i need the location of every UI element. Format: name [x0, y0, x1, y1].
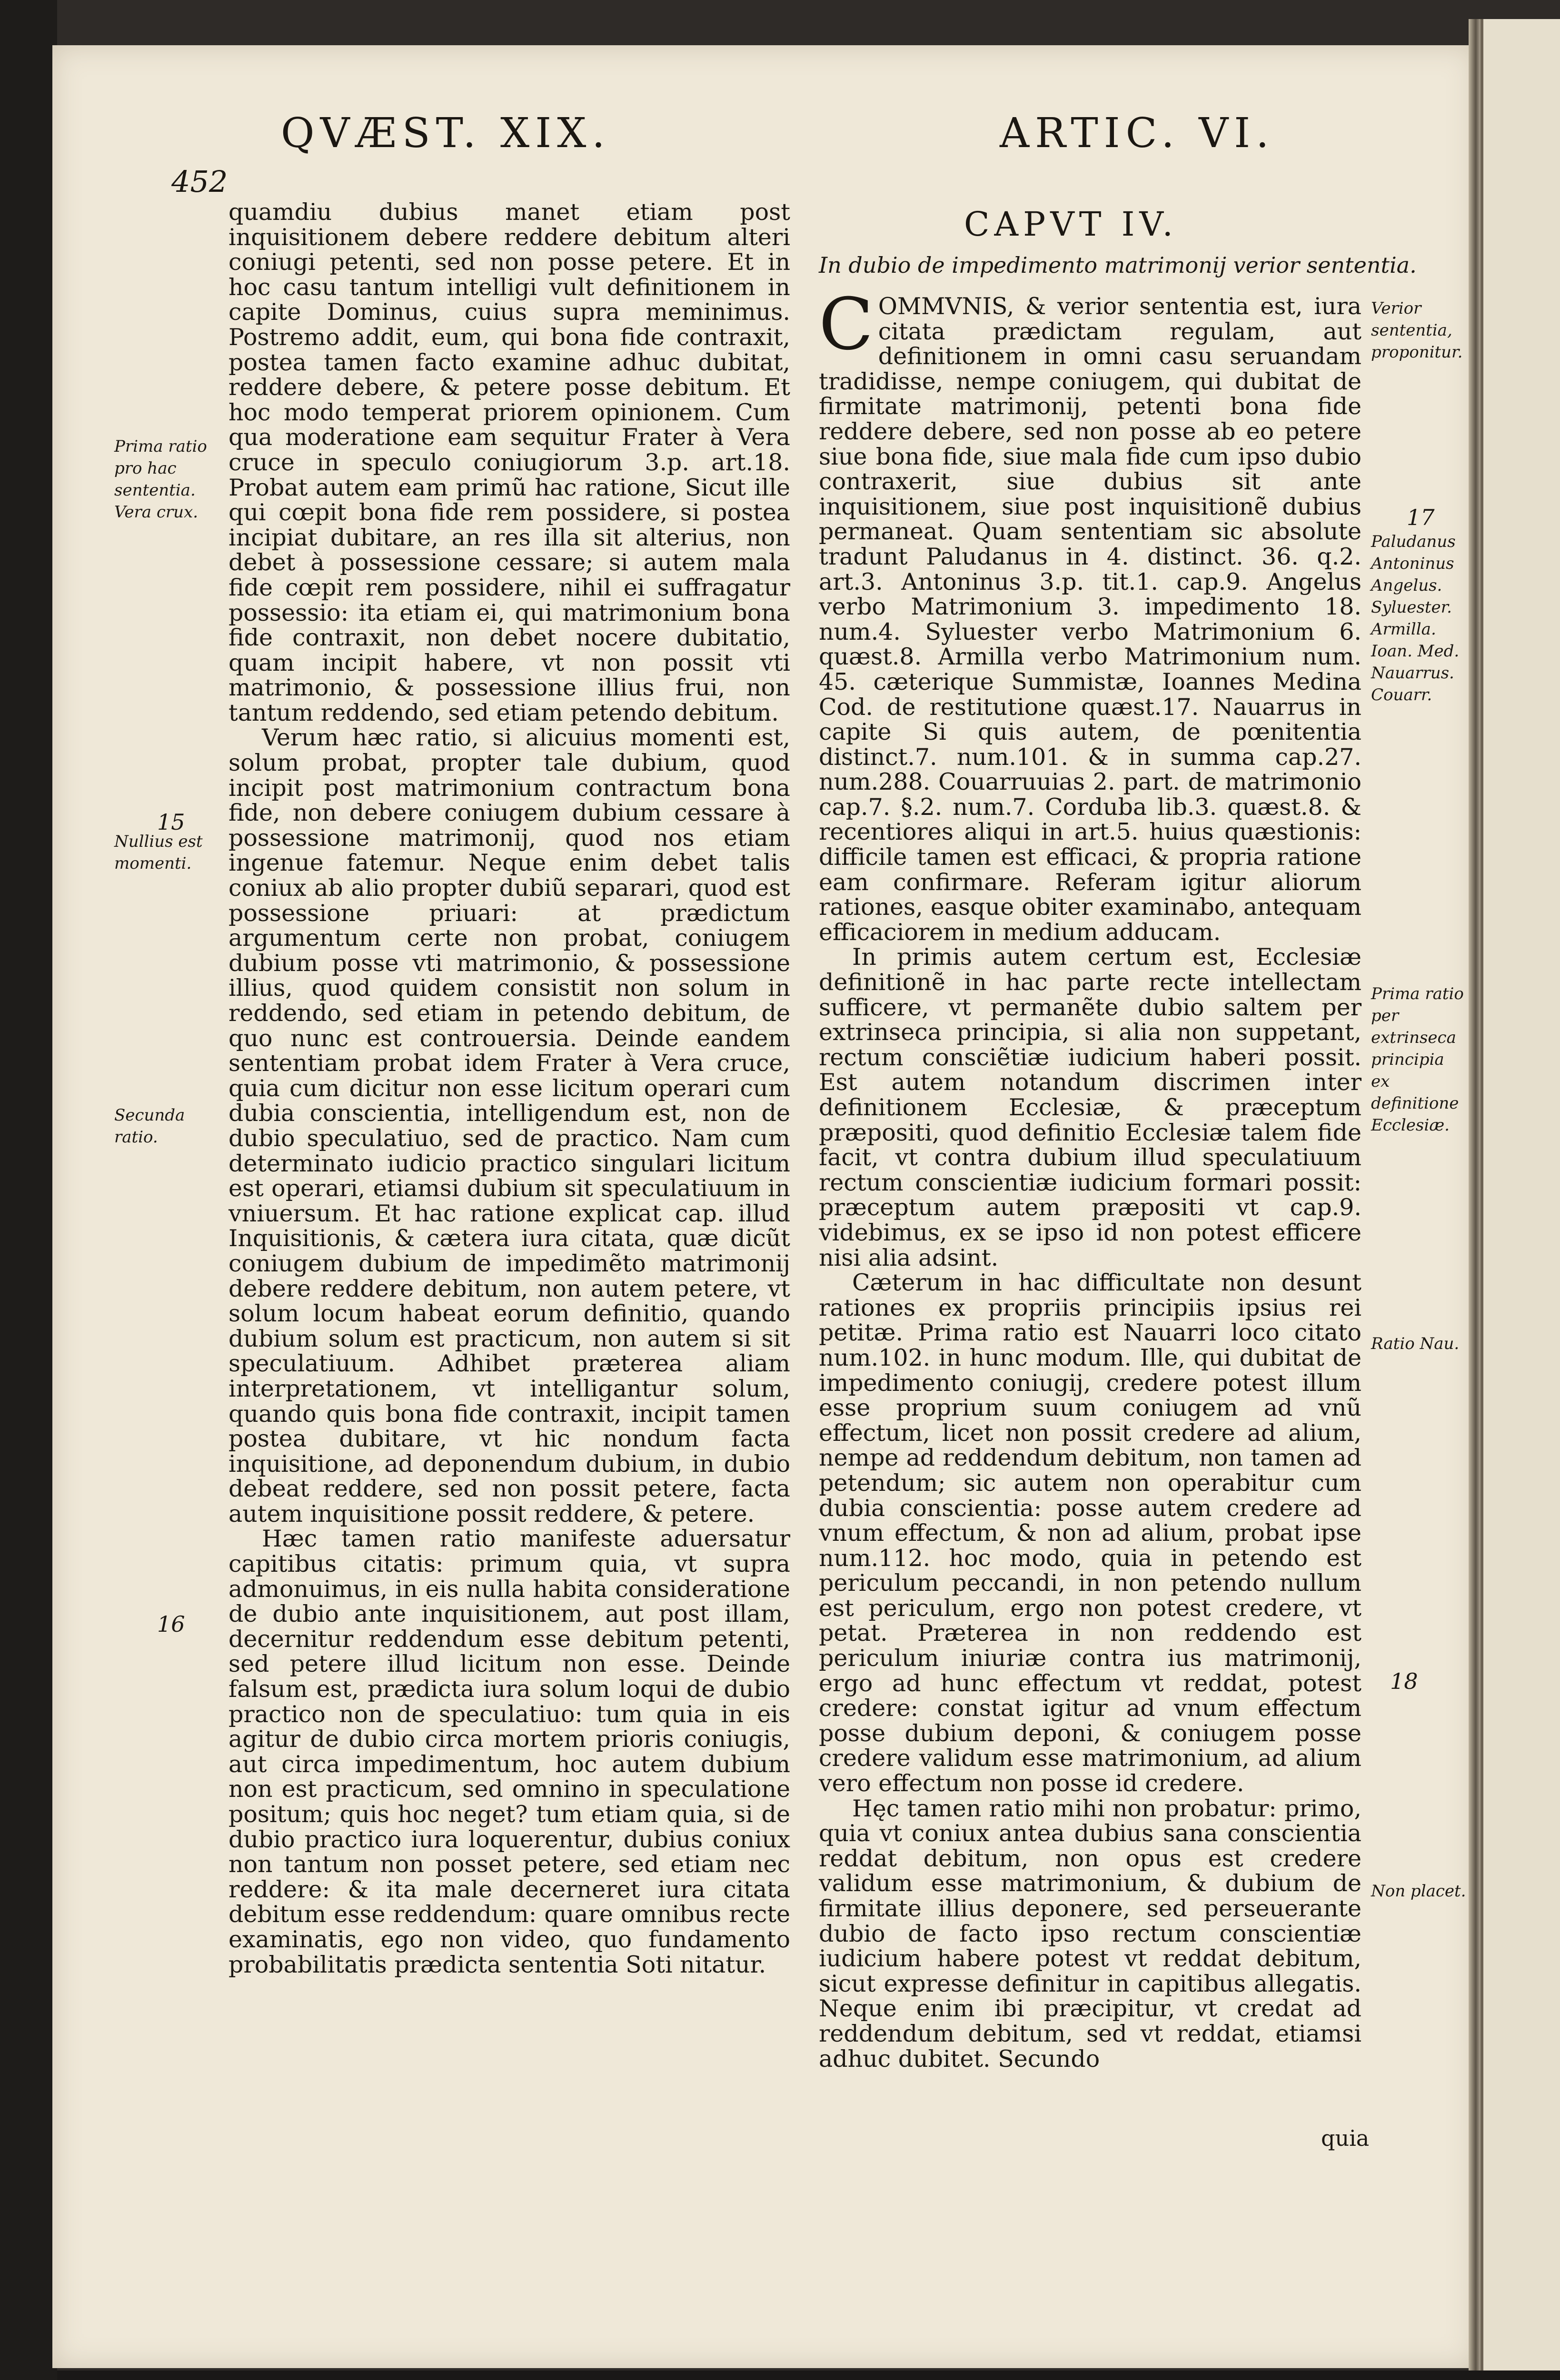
left-text-column	[229, 200, 790, 1977]
paragraph: quamdiu dubius manet etiam post inquisitionem debere reddere debitum alteri coniugi petenti, sed non posse petere. Et in hoc casu tantum intelligi vult definitionem in capite Dominus, cuius supra meminimus. Postremo addit, eum, qui bona fide contraxit, postea tamen facto examine adhuc dubitat, reddere debere, & petere posse debitum. Et hoc modo temperat priorem opinionem. Cum qua moderatione eam sequitur Frater à Vera cruce in speculo coniugiorum 3.p. art.18. Probat autem eam primũ hac ratione, Sicut ille qui cœpit bona fide rem possidere, si postea incipiat dubitare, an res illa sit alterius, non debet à possessione cessare; si autem mala fide cœpit rem possidere, nihil ei suffragatur possessio: ita etiam ei, qui matrimonium bona fide contraxit, non debet nocere dubitatio, quam incipit habere, vt non possit vti matrimonio, & possessione illius frui, non tantum reddendo, sed etiam petendo debitum.	[229, 198, 790, 726]
catchword: quia	[1321, 2125, 1370, 2151]
paragraph: Hęc tamen ratio mihi non probatur: primo, quia vt coniux antea dubius sana conscientia reddat debitum, non opus est credere validum esse matrimonium, & dubium de firmitate illius deponere, sed perseuerante dubio de facto ipso rectum conscientiæ iudicium habere potest vt reddat debitum, sicut expresse definitur in capitibus allegatis. Neque enim ibi præcipitur, vt credat ad reddendum debitum, sed vt reddat, etiamsi adhuc dubitet. Secundo	[819, 1795, 1361, 2073]
chapter-title: CAPVT IV.	[964, 205, 1178, 244]
chapter-subtitle: In dubio de impedimento matrimonij verior sententia.	[819, 252, 1417, 278]
margin-note: Secunda ratio.	[114, 1106, 185, 1147]
margin-number: 16	[157, 1611, 185, 1637]
margin-number: 17	[1407, 505, 1435, 530]
margin-note: Non placet.	[1371, 1882, 1466, 1901]
background-strip	[57, 2370, 1560, 2380]
margin-note: Prima ratio per extrinseca principia ex definitione Ecclesiæ.	[1371, 984, 1464, 1135]
margin-number: 18	[1390, 1668, 1418, 1694]
book-shadow-left	[0, 0, 57, 2380]
margin-note: Verior sententia, proponitur.	[1371, 299, 1463, 362]
paragraph-first: COMMVNIS, & verior sententia est, iura citata prædictam regulam, aut definitionem in omni casu seruandam tradidisse, nempe coniugem, qui dubitat de firmitate matrimonij, petenti bona fide reddere debere, sed non posse ab eo petere siue bona fide, siue mala fide cum ipso dubio contraxerit, siue dubius sit ante inquisitionem, siue post inquisitionẽ dubius permaneat. Quam sententiam sic absolute tradunt Paludanus in 4. distinct. 36. q.2. art.3. Antoninus 3.p. tit.1. cap.9. Angelus verbo Matrimonium 3. impedimento 18. num.4. Syluester verbo Matrimonium 6. quæst.8. Armilla verbo Matrimonium num. 45. cæterique Summistæ, Ioannes Medina Cod. de restitutione quæst.17. Nauarrus in capite Si quis autem, de pœnitentia distinct.7. num.101. & in summa cap.27. num.288. Couarruuias 2. part. de matrimonio cap.7. §.2. num.7. Corduba lib.3. quæst.8. & recentiores aliqui in art.5. huius quæstionis: difficile tamen est efficaci, & propria ratione eam confirmare. Referam igitur aliorum rationes, easque obiter examinabo, antequam efficaciorem in medium adducam.	[819, 283, 1361, 946]
paragraph: In primis autem certum est, Ecclesiæ definitionẽ in hac parte recte intellectam sufficere, vt permanẽte dubio saltem per extrinseca principia, si alia non suppetant, rectum consciẽtiæ iudicium haberi possit. Est autem notandum discrimen inter definitionem Ecclesiæ, & præceptum præpositi, quod definitio Ecclesiæ talem fide facit, vt contra dubium illud speculatiuum rectum conscientiæ iudicium formari possit: præceptum autem præpositi vt cap.9. videbimus, ex se ipso id non potest efficere nisi alia adsint.	[819, 943, 1361, 1271]
margin-note: Paludanus Antoninus Angelus. Syluester. Armilla. Ioan. Med. Nauarrus. Couarr.	[1371, 532, 1460, 704]
right-text-column	[819, 283, 1361, 2073]
margin-note: Nullius est momenti.	[114, 832, 203, 873]
page-number: 452	[171, 164, 228, 199]
facing-page-edge	[1481, 19, 1560, 2380]
margin-note: Ratio Nau.	[1371, 1334, 1460, 1353]
margin-note: Prima ratio pro hac sententia. Vera crux.	[114, 437, 207, 522]
drop-capital: C	[819, 283, 874, 366]
paragraph: Verum hæc ratio, si alicuius momenti est, solum probat, propter tale dubium, quod incipit post matrimonium contractum bona fide, non debere coniugem dubium cessare à possessione matrimonij, quod nos etiam ingenue fatemur. Neque enim debet talis coniux ab alio propter dubiũ separari, quod est possessione priuari: at prædictum argumentum certe non probat, coniugem dubium posse vti matrimonio, & possessione illius, quod quidem consistit non solum in reddendo, sed etiam in petendo debitum, de quo nunc est controuersia. Deinde eandem sententiam probat idem Frater à Vera cruce, quia cum dicitur non esse licitum operari cum dubia conscientia, intelligendum est, non de dubio speculatiuo, sed de practico. Nam cum determinato iudicio practico singulari licitum est operari, etiamsi dubium sit speculatiuum in vniuersum. Et hac ratione explicat cap. illud Inquisitionis, & cætera iura citata, quæ dicũt coniugem dubium de impedimẽto matrimonij debere reddere debitum, non autem petere, vt solum locum habeat eorum definitio, quando dubium solum est practicum, non autem si sit speculatiuum. Adhibet præterea aliam interpretationem, vt intelligantur solum, quando quis bona fide contraxit, incipit tamen postea dubitare, vt hic nondum facta inquisitione, ad deponendum dubium, in dubio debeat reddere, sed non possit petere, facta autem inquisitione possit reddere, & petere.	[229, 724, 790, 1527]
running-head-left: QVÆST. XIX.	[281, 109, 611, 157]
paragraph: Cæterum in hac difficultate non desunt rationes ex propriis principiis ipsius rei petitæ. Prima ratio est Nauarri loco citato num.102. in hunc modum. Ille, qui dubitat de impedimento coniugij, credere potest illum esse proprium suum coniugem ad vnũ effectum, licet non possit credere ad alium, nempe ad reddendum debitum, non tamen ad petendum; sic autem non operabitur cum dubia conscientia: posse autem credere ad vnum effectum, & non ad alium, probat ipse num.112. hoc modo, quia in petendo est periculum peccandi, in non petendo nullum est periculum, ergo non potest credere, vt petat. Præterea in non reddendo est periculum iniuriæ contra ius matrimonij, ergo ad hunc effectum vt reddat, potest credere: constat igitur ad vnum effectum posse dubium deponi, & coniugem posse credere validum esse matrimonium, ad alium vero effectum non posse id credere.	[819, 1269, 1361, 1797]
margin-number: 15	[157, 809, 185, 835]
running-head-right: ARTIC. VI.	[1000, 109, 1275, 157]
paragraph: Hæc tamen ratio manifeste aduersatur capitibus citatis: primum quia, vt supra admonuimus, in eis nulla habita consideratione de dubio ante inquisitionem, aut post illam, decernitur reddendum esse debitum petenti, sed petere illud licitum non esse. Deinde falsum est, prædicta iura solum loqui de dubio practico non de speculatiuo: tum quia in eis agitur de dubio circa mortem prioris coniugis, aut circa impedimentum, hoc autem dubium non est practicum, sed omnino in speculatione positum; quis hoc neget? tum etiam quia, si de dubio practico iura loquerentur, dubius coniux non tantum non posset petere, sed etiam nec reddere: & ita male decerneret iura citata debitum esse reddendum: quare omnibus recte examinatis, ego non video, quo fundamento probabilitatis prædicta sententia Soti nitatur.	[229, 1525, 790, 1978]
